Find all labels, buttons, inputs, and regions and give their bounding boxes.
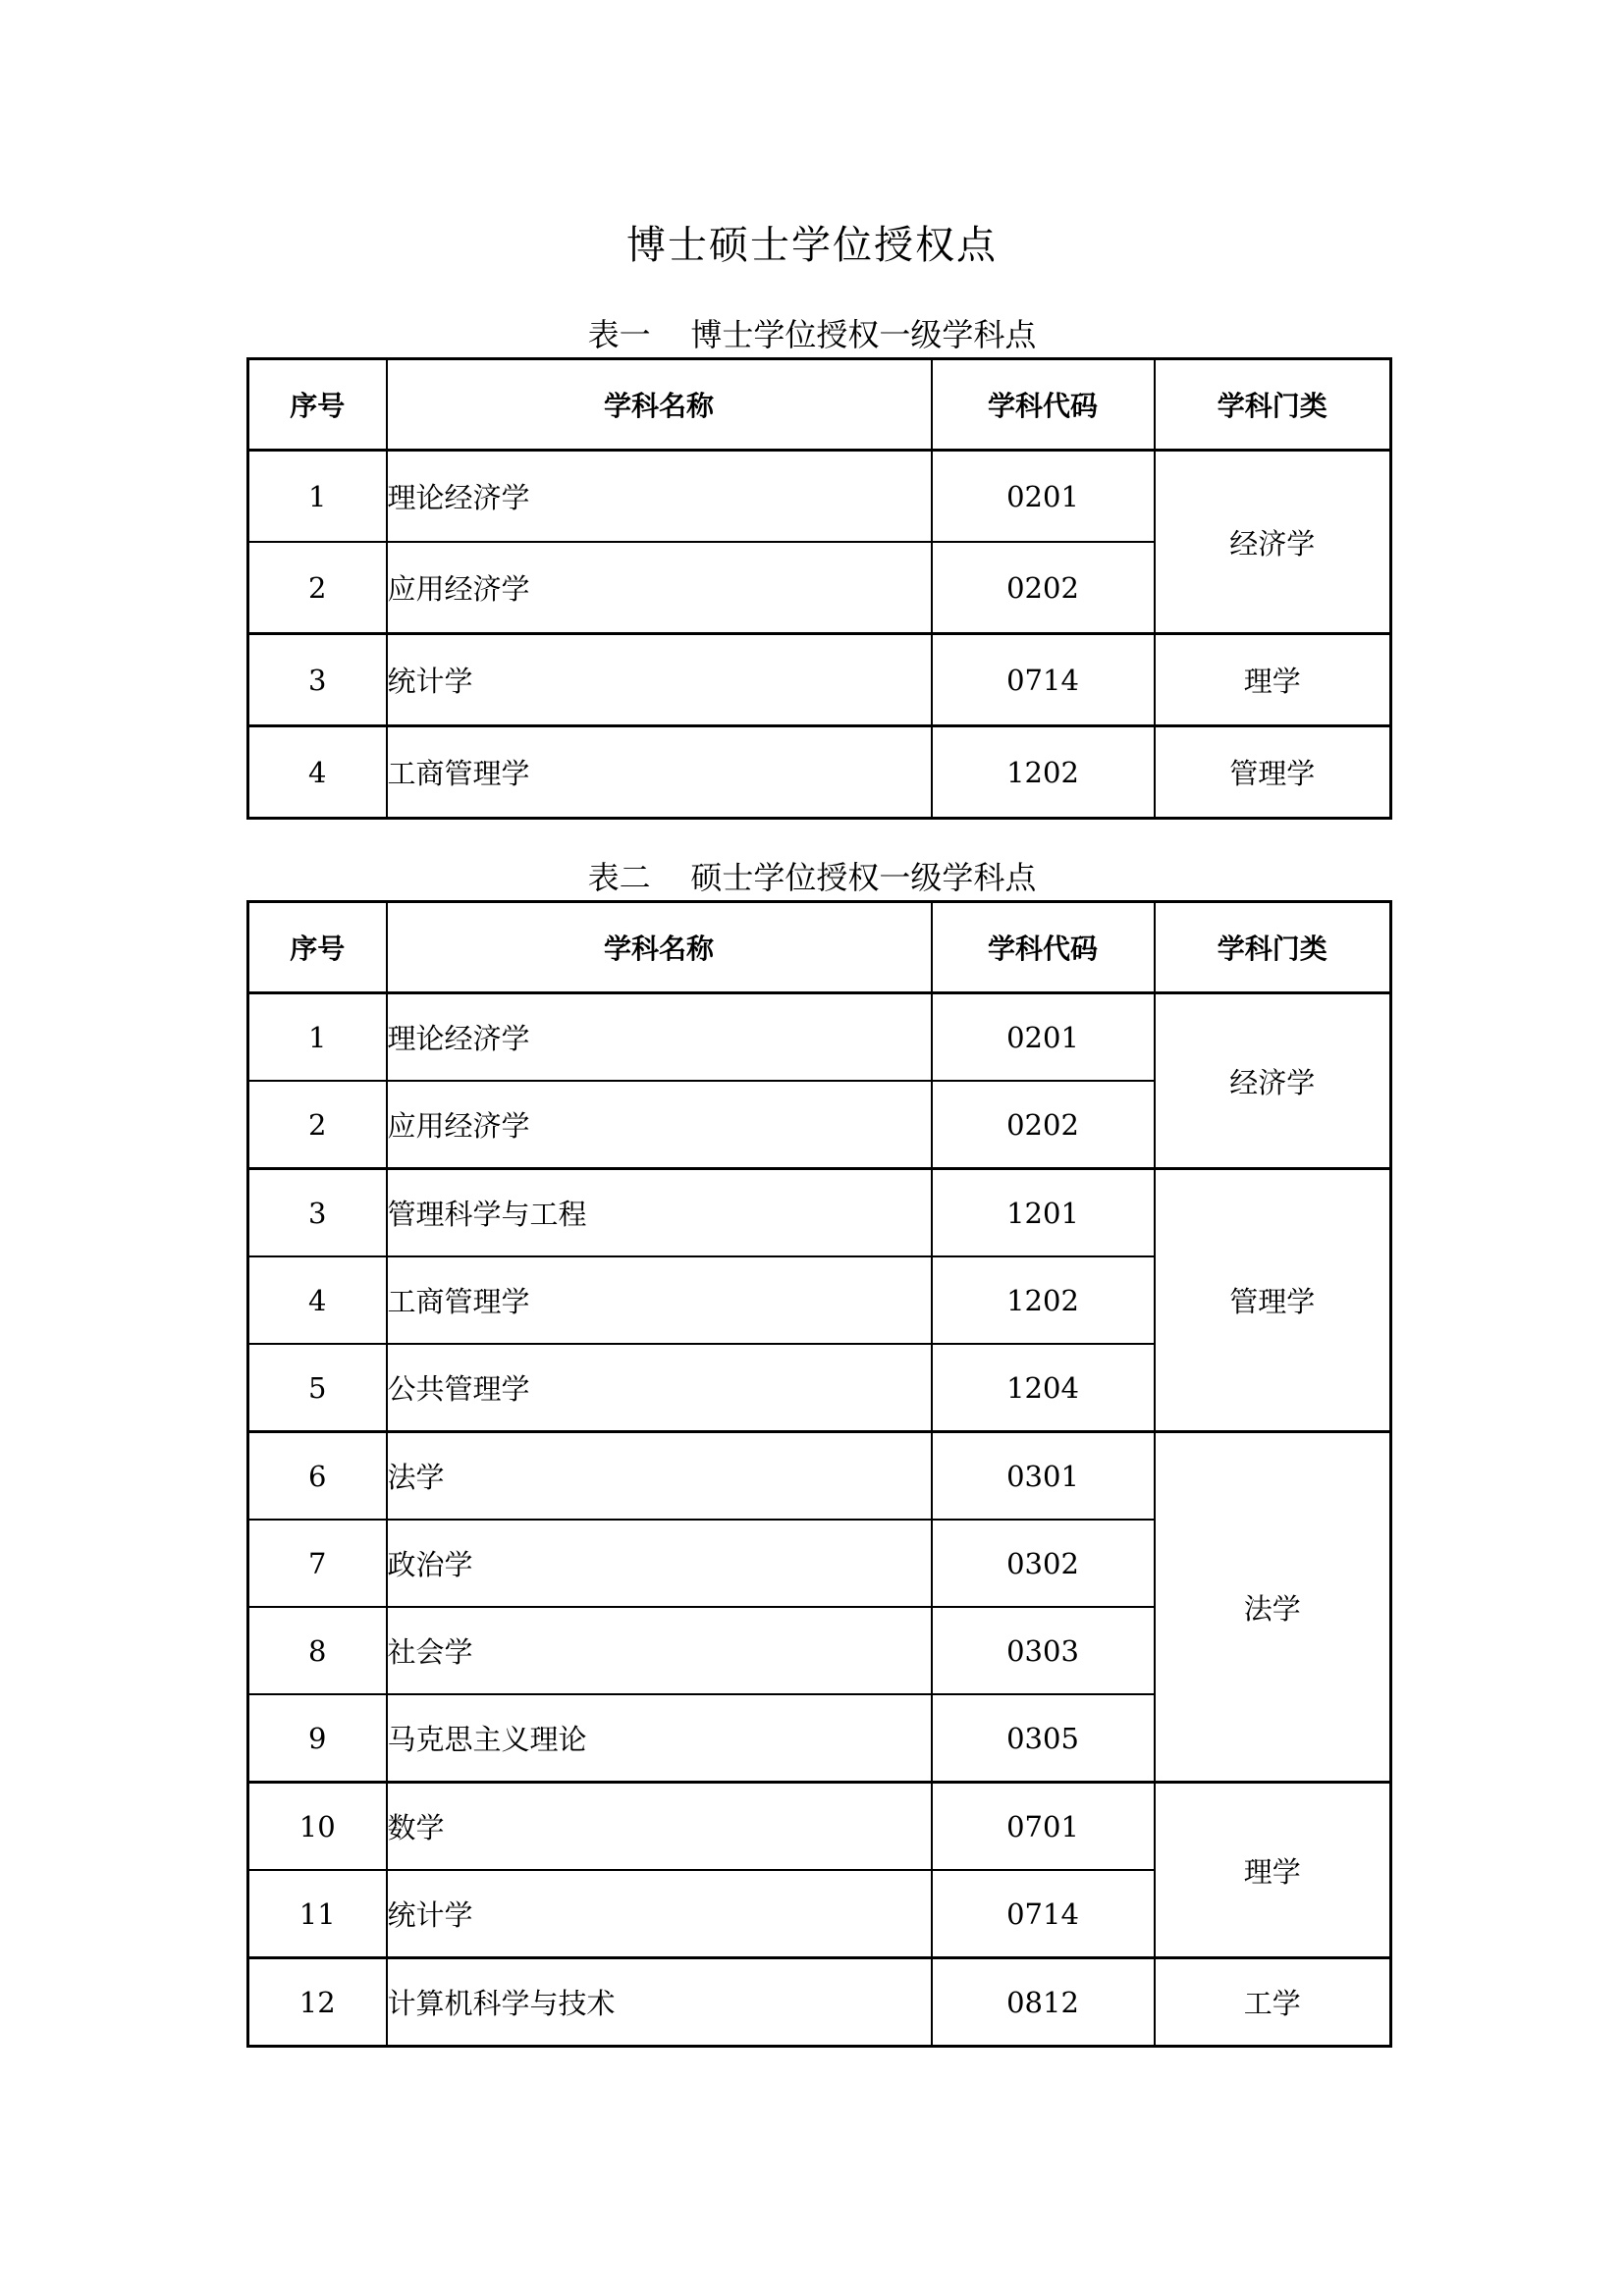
row-index: 12 bbox=[248, 1958, 387, 2047]
category-cell: 法学 bbox=[1155, 1432, 1391, 1783]
masters-table bbox=[246, 900, 1392, 2048]
row-index: 4 bbox=[248, 1256, 387, 1344]
row-code: 0714 bbox=[932, 634, 1155, 726]
row-name: 公共管理学 bbox=[387, 1344, 932, 1432]
category-cell: 经济学 bbox=[1155, 993, 1391, 1169]
doctoral-table bbox=[246, 357, 1392, 820]
header-index: 序号 bbox=[248, 902, 387, 993]
category-cell: 管理学 bbox=[1155, 726, 1391, 819]
row-name: 理论经济学 bbox=[387, 451, 932, 543]
row-name: 政治学 bbox=[387, 1520, 932, 1607]
row-name: 社会学 bbox=[387, 1607, 932, 1694]
table-row bbox=[248, 1169, 1391, 1257]
row-name: 法学 bbox=[387, 1432, 932, 1521]
row-code: 0202 bbox=[932, 1081, 1155, 1169]
table-row bbox=[248, 993, 1391, 1082]
row-code: 0812 bbox=[932, 1958, 1155, 2047]
category-cell: 工学 bbox=[1155, 1958, 1391, 2047]
header-index: 序号 bbox=[248, 359, 387, 451]
table-header-row bbox=[248, 359, 1391, 451]
table-row bbox=[248, 1783, 1391, 1871]
row-name: 统计学 bbox=[387, 1870, 932, 1958]
row-index: 11 bbox=[248, 1870, 387, 1958]
category-cell: 管理学 bbox=[1155, 1169, 1391, 1432]
row-name: 理论经济学 bbox=[387, 993, 932, 1082]
table-row bbox=[248, 1958, 1391, 2047]
row-name: 管理科学与工程 bbox=[387, 1169, 932, 1257]
header-name: 学科名称 bbox=[387, 902, 932, 993]
row-name: 工商管理学 bbox=[387, 1256, 932, 1344]
table-header-row bbox=[248, 902, 1391, 993]
category-cell: 理学 bbox=[1155, 634, 1391, 726]
row-code: 0201 bbox=[932, 451, 1155, 543]
row-name: 应用经济学 bbox=[387, 1081, 932, 1169]
row-index: 3 bbox=[248, 634, 387, 726]
row-name: 工商管理学 bbox=[387, 726, 932, 819]
row-index: 10 bbox=[248, 1783, 387, 1871]
row-code: 0202 bbox=[932, 542, 1155, 634]
table-row bbox=[248, 726, 1391, 819]
row-name: 统计学 bbox=[387, 634, 932, 726]
table-row bbox=[248, 1432, 1391, 1521]
row-code: 1202 bbox=[932, 726, 1155, 819]
row-code: 0701 bbox=[932, 1783, 1155, 1871]
row-name: 应用经济学 bbox=[387, 542, 932, 634]
row-code: 1204 bbox=[932, 1344, 1155, 1432]
header-category: 学科门类 bbox=[1155, 902, 1391, 993]
header-category: 学科门类 bbox=[1155, 359, 1391, 451]
row-name: 计算机科学与技术 bbox=[387, 1958, 932, 2047]
row-name: 马克思主义理论 bbox=[387, 1694, 932, 1783]
row-index: 1 bbox=[248, 451, 387, 543]
row-index: 1 bbox=[248, 993, 387, 1082]
row-code: 1202 bbox=[932, 1256, 1155, 1344]
table-row bbox=[248, 451, 1391, 543]
row-code: 0305 bbox=[932, 1694, 1155, 1783]
row-code: 0714 bbox=[932, 1870, 1155, 1958]
row-index: 4 bbox=[248, 726, 387, 819]
header-code: 学科代码 bbox=[932, 902, 1155, 993]
page-title: 博士硕士学位授权点 bbox=[626, 223, 998, 268]
table1-caption: 表一 博士学位授权一级学科点 bbox=[587, 316, 1037, 353]
category-cell: 经济学 bbox=[1155, 451, 1391, 634]
table2-caption: 表二 硕士学位授权一级学科点 bbox=[587, 859, 1037, 896]
row-index: 7 bbox=[248, 1520, 387, 1607]
table-row bbox=[248, 634, 1391, 726]
row-code: 0301 bbox=[932, 1432, 1155, 1521]
row-index: 8 bbox=[248, 1607, 387, 1694]
row-index: 9 bbox=[248, 1694, 387, 1783]
row-code: 0201 bbox=[932, 993, 1155, 1082]
header-name: 学科名称 bbox=[387, 359, 932, 451]
row-code: 0303 bbox=[932, 1607, 1155, 1694]
header-code: 学科代码 bbox=[932, 359, 1155, 451]
row-index: 3 bbox=[248, 1169, 387, 1257]
row-code: 0302 bbox=[932, 1520, 1155, 1607]
row-name: 数学 bbox=[387, 1783, 932, 1871]
category-cell: 理学 bbox=[1155, 1783, 1391, 1958]
row-index: 2 bbox=[248, 542, 387, 634]
row-index: 2 bbox=[248, 1081, 387, 1169]
row-code: 1201 bbox=[932, 1169, 1155, 1257]
row-index: 5 bbox=[248, 1344, 387, 1432]
row-index: 6 bbox=[248, 1432, 387, 1521]
